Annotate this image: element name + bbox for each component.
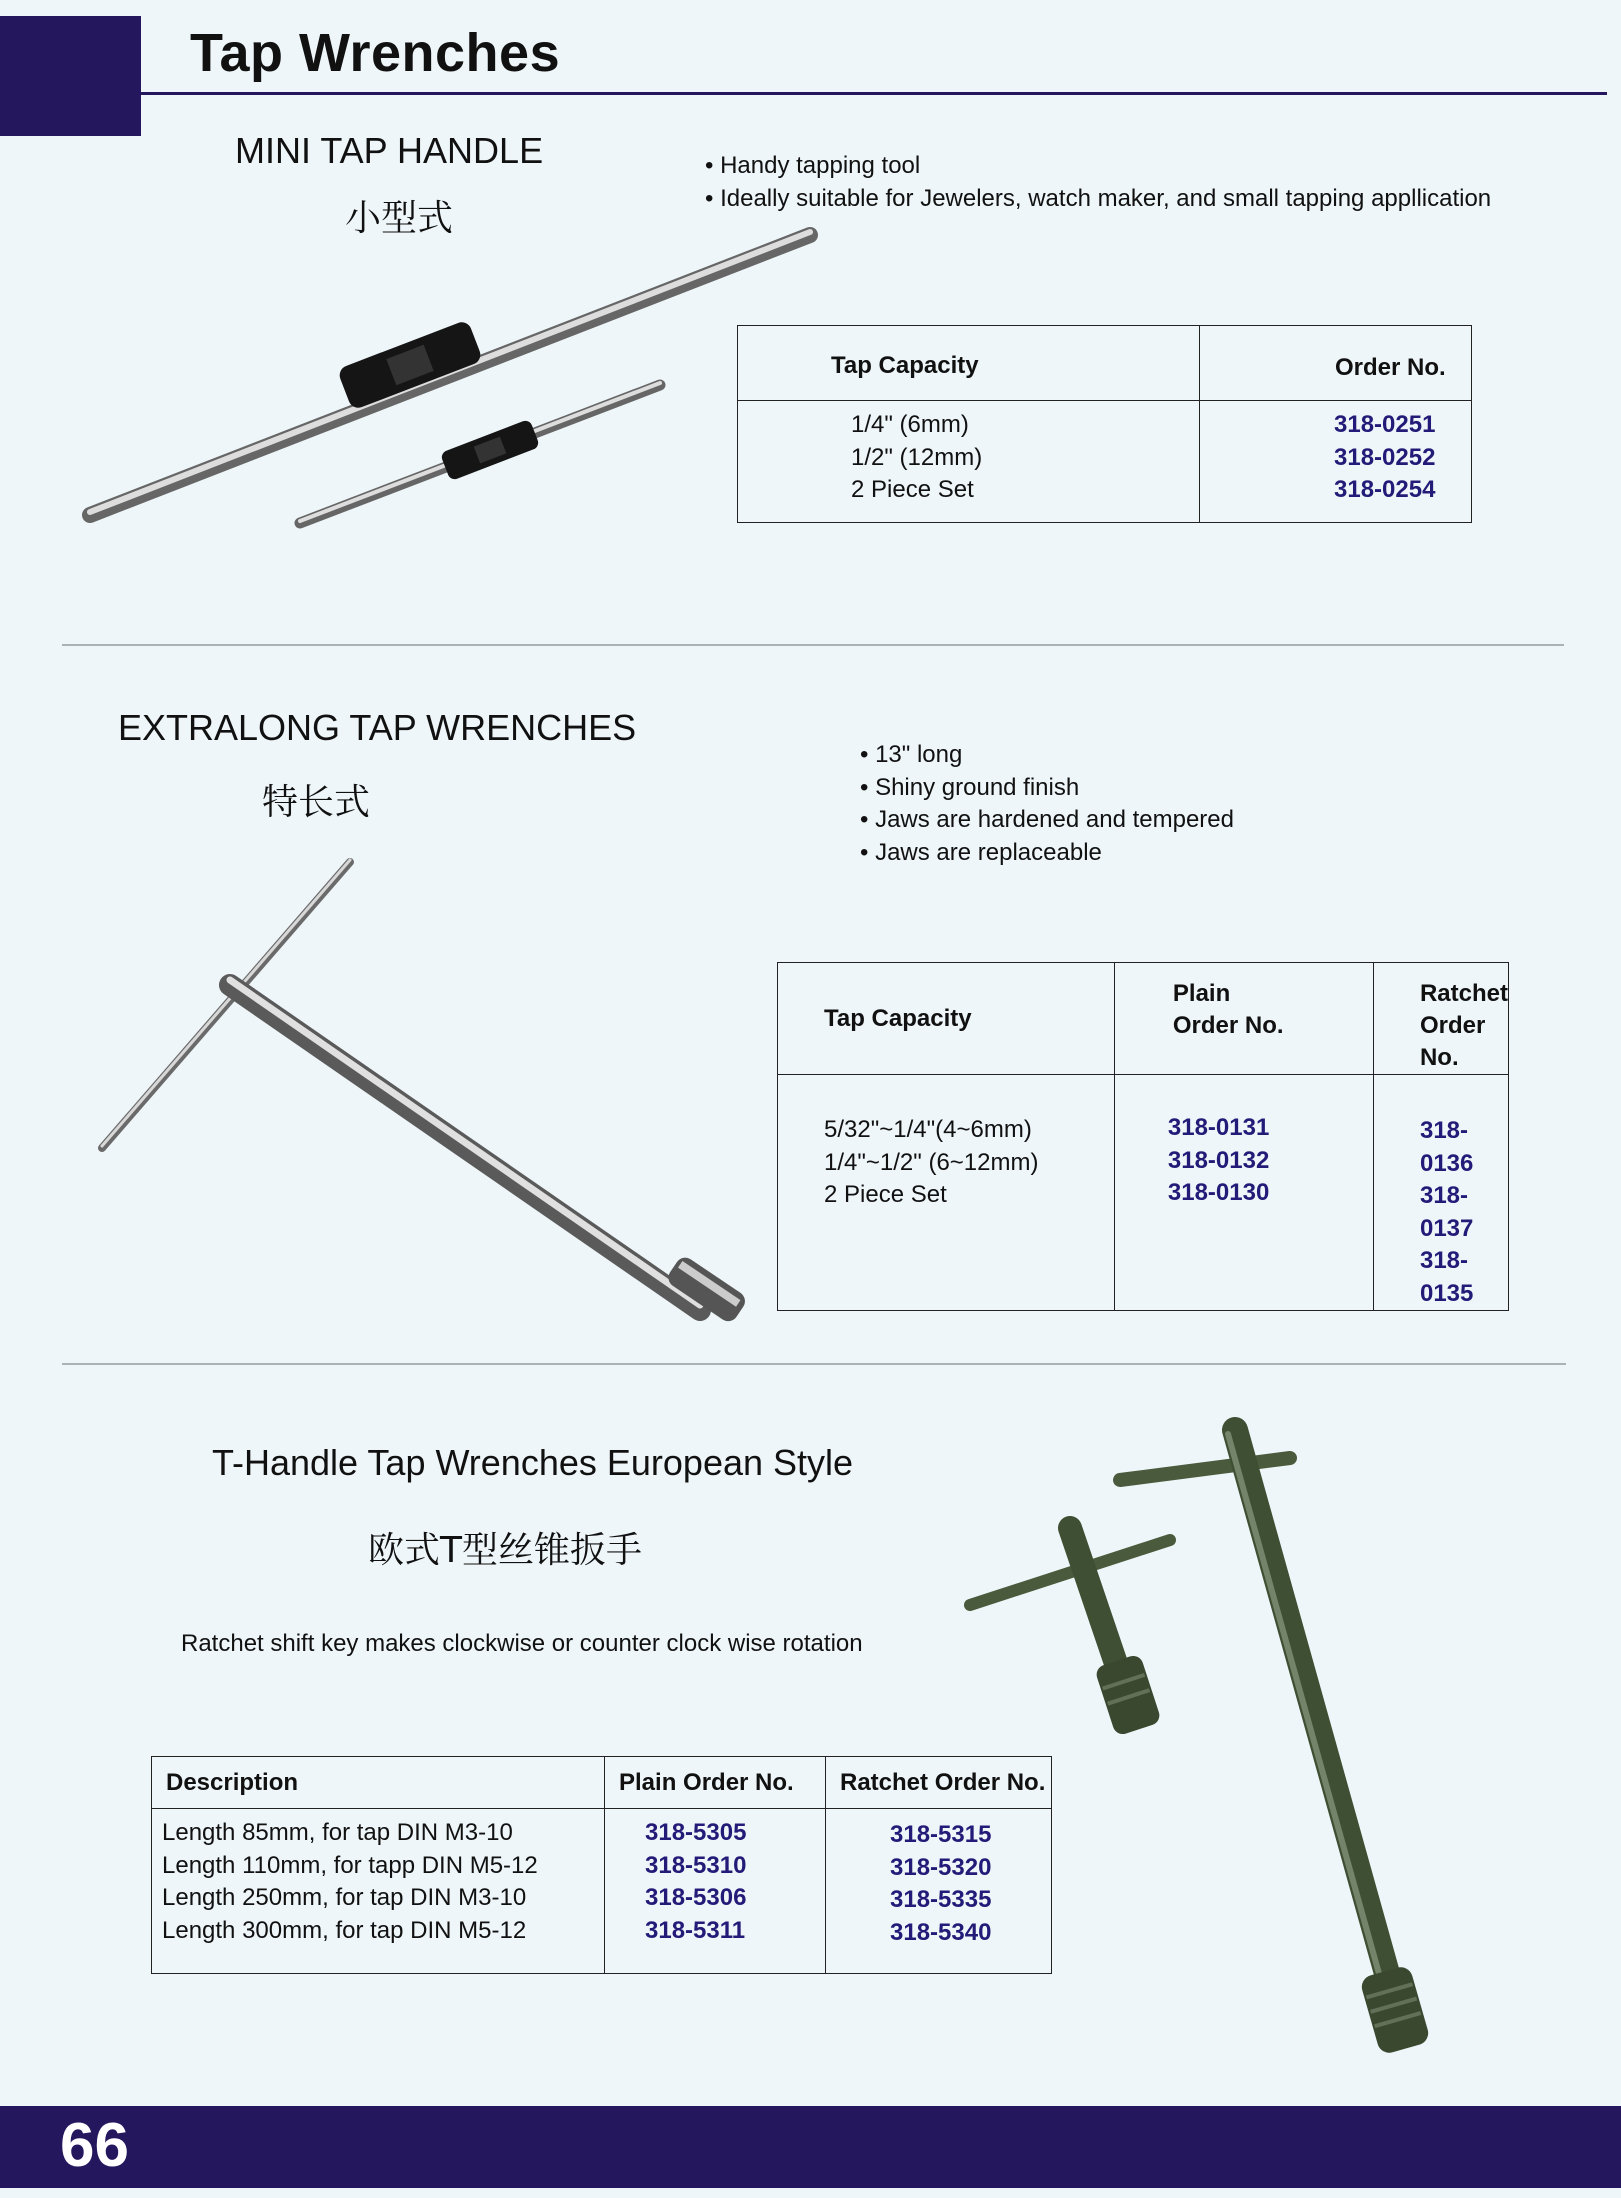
european-col-description-header: Description [152, 1757, 605, 1809]
extralong-ratchet-order: 318-0135 [1419, 1247, 1474, 1307]
extralong-section-subtitle-cn: 特长式 [262, 782, 371, 823]
extralong-capacity-value: 2 Piece Set [824, 1181, 947, 1208]
page-number: 66 [60, 2111, 129, 2180]
footer-bar [0, 2106, 1621, 2188]
page-title: Tap Wrenches [190, 23, 561, 83]
european-ratchet-order: 318-5340 [890, 1918, 992, 1946]
section-separator [62, 1363, 1566, 1365]
extralong-bullet: • Shiny ground finish [860, 772, 1234, 805]
european-note: Ratchet shift key makes clockwise or counter clock wise rotation [181, 1630, 863, 1657]
extralong-plain-header-line2: Order No. [1172, 1012, 1284, 1039]
extralong-bullet: • 13" long [860, 739, 1234, 772]
extralong-plain-order: 318-0132 [1167, 1146, 1270, 1174]
extralong-ratchet-header-line1: Ratchet [1419, 980, 1508, 1007]
extralong-plain-header-line1: Plain [1172, 980, 1231, 1007]
extralong-bullets [860, 739, 1234, 869]
european-spec-table [151, 1756, 1052, 1974]
extralong-bullet: • Jaws are hardened and tempered [860, 804, 1234, 837]
extralong-plain-order: 318-0130 [1167, 1179, 1270, 1206]
mini-capacity-value: 1/2" (12mm) [851, 443, 983, 471]
european-col-plain-header: Plain Order No. [605, 1757, 826, 1809]
extralong-bullet: • Jaws are replaceable [860, 837, 1234, 870]
european-section-subtitle-cn: 欧式T型丝锥扳手 [368, 1530, 642, 1571]
extralong-ratchet-header-line2: Order No. [1419, 1012, 1486, 1071]
mini-spec-table [737, 325, 1472, 523]
mini-capacity-value: 2 Piece Set [851, 476, 974, 503]
european-description: Length 250mm, for tap DIN M3-10 [162, 1884, 527, 1911]
european-ratchet-order: 318-5335 [890, 1886, 992, 1913]
european-plain-order: 318-5310 [645, 1851, 747, 1879]
mini-section-title: MINI TAP HANDLE [235, 130, 544, 171]
european-plain-order: 318-5306 [645, 1884, 747, 1911]
extralong-spec-table [777, 962, 1509, 1311]
mini-col-order-header: Order No. [1200, 326, 1472, 401]
european-ratchet-order: 318-5320 [890, 1853, 992, 1881]
mini-tap-handle-image [80, 215, 830, 535]
section-separator [62, 644, 1564, 646]
header-corner-block [0, 16, 141, 136]
mini-order-number: 318-0254 [1334, 476, 1436, 503]
extralong-col-plain-header [1114, 963, 1373, 1075]
mini-order-number: 318-0251 [1334, 411, 1436, 438]
european-description: Length 110mm, for tapp DIN M5-12 [162, 1851, 538, 1879]
mini-section-subtitle-cn: 小型式 [345, 198, 454, 239]
european-description-cell [152, 1809, 605, 1974]
mini-col-tap-capacity-header: Tap Capacity [738, 326, 1200, 401]
mini-order-cell [1200, 401, 1472, 523]
european-ratchet-order: 318-5315 [890, 1821, 992, 1848]
european-col-ratchet-header: Ratchet Order No. [826, 1757, 1052, 1809]
mini-bullets [705, 150, 1491, 215]
extralong-section-title: EXTRALONG TAP WRENCHES [118, 707, 637, 748]
european-plain-order: 318-5311 [645, 1916, 746, 1944]
extralong-col-ratchet-header [1373, 963, 1508, 1075]
european-description: Length 85mm, for tap DIN M3-10 [162, 1819, 513, 1846]
european-ratchet-cell [826, 1809, 1052, 1974]
mini-bullet: • Ideally suitable for Jewelers, watch maker, and small tapping appllication [705, 183, 1491, 216]
extralong-tap-wrench-image [90, 850, 770, 1330]
european-plain-order: 318-5305 [645, 1819, 747, 1846]
mini-bullet: • Handy tapping tool [705, 150, 1491, 183]
european-description: Length 300mm, for tap DIN M5-12 [162, 1916, 527, 1944]
extralong-col-tap-capacity-header: Tap Capacity [778, 963, 1115, 1075]
mini-capacity-value: 1/4" (6mm) [851, 411, 969, 438]
extralong-ratchet-order: 318-0136 [1419, 1117, 1474, 1177]
extralong-plain-order: 318-0131 [1167, 1114, 1270, 1141]
extralong-capacity-value: 5/32"~1/4"(4~6mm) [824, 1116, 1032, 1143]
european-plain-cell [605, 1809, 826, 1974]
extralong-capacity-cell [778, 1075, 1115, 1311]
extralong-ratchet-cell [1373, 1075, 1508, 1311]
extralong-plain-cell [1114, 1075, 1373, 1311]
title-rule [141, 92, 1607, 95]
mini-order-number: 318-0252 [1334, 443, 1436, 471]
extralong-ratchet-order: 318-0137 [1419, 1182, 1474, 1242]
european-section-title: T-Handle Tap Wrenches European Style [212, 1442, 854, 1483]
extralong-capacity-value: 1/4"~1/2" (6~12mm) [824, 1148, 1039, 1176]
mini-capacity-cell [738, 401, 1200, 523]
